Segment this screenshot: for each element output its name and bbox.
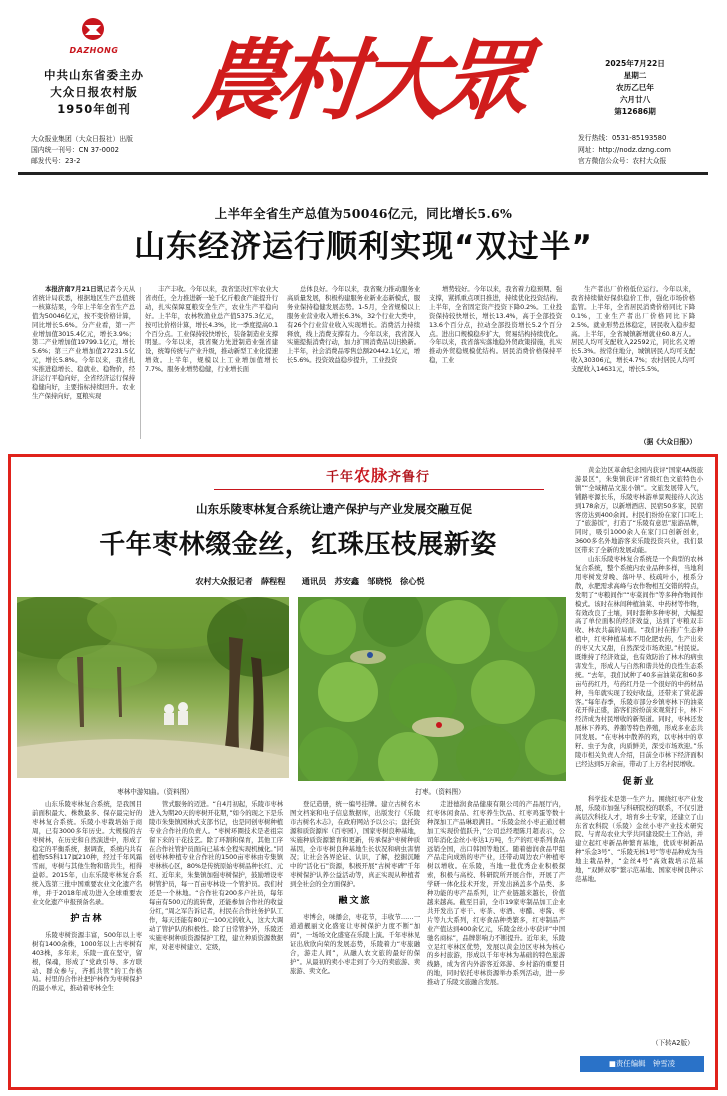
- masthead-sponsor: 中共山东省委主办: [44, 68, 144, 82]
- section-label-highlight: 农脉: [353, 466, 388, 485]
- website: 网址：http://nodz.dzng.com: [578, 146, 671, 154]
- newspaper-title: 農村大眾: [189, 28, 529, 132]
- lead-text-3: 总体良好。今年以来，我省聚力推动服务业高质量发展，积极构建服务业新业态新模式，服务业保持稳健发展态势。1-5月，全省规模以上服务业营业收入增长6.3%，32个行业大类中，有26个行业营业收入实现增长。消费活力持续释放，线上消费支撑有力。今年以来，我省深入实施提振消费行动，加力扩围消费品以旧换新。上半年，社会消费品零售总额20442.1亿元，增长5.6%。投资效益稳步提升，工业投资: [287, 285, 420, 365]
- subhead-rongly: 融文旅: [338, 896, 372, 907]
- issue-lunar-year: 农历乙巳年: [616, 83, 654, 92]
- masthead-postal: 邮发代号：23-2: [31, 157, 81, 165]
- photo-aerial-art: [298, 597, 566, 781]
- section-label-rule: [214, 489, 544, 490]
- issue-date: 2025年7月22日: [605, 59, 665, 68]
- lead-headline: 山东经济运行顺利实现“双过半”: [134, 229, 593, 265]
- lead-text-1: 记者今天从省统计局获悉，根据地区生产总值统一核算结果，今年上半年全省生产总值为50046亿元，按不变价格计算，同比增长5.6%。分产业看，第一产业增加值3015.4亿元，增长3.9%；第二产业增加值19799.1亿元，增长5.6%；第三产业增加值27231.5亿元，增长5.8%。今年以来，我省扎实推进稳增长、稳就业、稳物价，经济运行平稳向好，全省经济运行保持稳健向好，主要指标持续回升。农业生产保持向好，夏粮实现: [32, 285, 135, 400]
- masthead-founded: 1950年创刊: [57, 102, 131, 116]
- lead-text-5: 生产者出厂价格低位运行。今年以来，我省持续做好保供稳价工作，强化市场价格监管。上半年，全省居民消费价格同比下降0.1%，工业生产者出厂价格同比下降2.5%。就业形势总体稳定，居民收入稳步提高。上半年，全省城镇新增就业60.8万人。居民人均可支配收入22592元，同比名义增长5.3%。按常住地分，城镇居民人均可支配收入30306元，增长4.7%；农村居民人均可支配收入14631元，增长5.5%。: [571, 285, 695, 374]
- lead-dateline: 本报济南7月21日讯: [45, 285, 104, 293]
- lead-kicker: 上半年全省生产总值为50046亿元，同比增长5.6%: [214, 206, 513, 221]
- feature-col1b-text: 乐陵枣树资源丰富，500年以上枣树有1400余株，1000年以上古枣树有403株，多年来，乐陵一直在坚守，留根，保魂，形成了“党政引导、多方联动、群众参与，齐抓共管”的工作格局。村里的合作社把护林作为枣树保护的最小单元，推动着枣林全生: [32, 930, 142, 993]
- editor-tag: ■责任编辑 钟雪凌: [580, 1056, 704, 1072]
- feature-col-2: [149, 800, 283, 1084]
- feature-col5c-text: 科学技术是第一生产力。围绕红枣产业发展，乐陵市加强与科研院校的联系，不仅引进高层次科技人才，培育乡土专家，还建立了山东省农科院（乐陵）金丝小枣产业技术研究院、与青岛农业大学共同建设院士工作站，并建立起红枣新品种繁育基地，优质枣树新品种“乐金3号”、“乐陵无核1号”等枣品种成为当地主栽品种，“金丝4号”高效栽培示范基地，“双鲜双零”繁示范基地、国家枣树良种示范基地。: [575, 794, 703, 883]
- issue-lunar-day: 六月廿八: [619, 95, 651, 104]
- logo-wordmark: DAZHONG: [69, 46, 119, 55]
- photo1-caption: 枣林中游知曲。（资料图）: [117, 788, 193, 796]
- feature-col4-text: 走进德润食品健康有限公司的产品展厅内，红枣休闲食品、红枣养生饮品、红枣鸡蛋等数十种深加工产品琳琅满目。“乐陵金丝小枣正通过精加工实现价值跃升，”公司总经理陈月超表示，公司年消化金丝小枣达1万吨，生产的红枣系列食品远销全国，出口韩国等地区。随着德润食品甲组产品走向成熟的枣产业，还带动周边农户种植枣树以增收。在乐陵，当地一批优秀企业积极探索，积极与高校、科研院所开展合作，开展了产学研一体化技术开发，开发出涵盖多个品类、多种功能的枣产品系列，让产业链越来越长，价值越来越高。截至目前，全市19家枣制品加工企业共开发出了枣干、枣茶、枣酒、枣醋、枣酱、枣片等九大系列，红枣食品种类繁多，红枣制品产业产值达到400余亿元，乐陵金丝小枣获评“中国驰名商标”，品牌影响力不断提升。近年来，乐陵立足红枣林区优势，发展以黄金边区枣林为核心的乡村旅游，形成以千年枣林为基础的特色旅游线路，成为省内外游客近郊游、乡村游的重要目的地，同时依托枣林资源举办系列活动，进一步推动了乐陵文旅融合发展。: [427, 800, 565, 987]
- photo-jujube-forest: [17, 597, 289, 778]
- dazhong-logo-icon: [66, 16, 122, 42]
- feature-col-5: [575, 466, 703, 1058]
- feature-col-3: [290, 800, 420, 1084]
- section-label-post: 齐鲁行: [388, 470, 431, 485]
- wechat-account: 官方微信公众号：农村大众报: [578, 157, 667, 165]
- photo-forest-art: [17, 597, 289, 778]
- distribution-hotline: 发行热线：0531-85193580: [578, 134, 667, 142]
- lead-col-3: [287, 285, 420, 443]
- feature-col2-text: 管式服务的迈进。“自4月初起，乐陵市枣林进入为期20天的枣树开花期，”如今的现之下是乐陵市朱集镇园林式支部书记，也是同创枣树种植专业合作社的负责人。“枣树环圈技术是老祖宗留下来的干花技艺。除了环割和保育，其他工序在合作社管护员面向已基本全程实现机械化。”同创枣林种植专业合作社的1500亩枣林由专集镇枣林核心区，80%是传统原始枣树品种长红、元红、近年来，朱集镇加强枣树保护，鼓励增设枣树管护员，每一百亩枣林设一个管护员。我们村还是一个林地。“合作社有200多户社员，每年每亩有500元的流转费，还能参加合作社的收益分红，”周之军告诉记者，村民在合作社务护队工作，每天还能有80元一100元的收入，这大大调动了管护队的积极性。除了日常管护外，乐陵还实施枣树种质资源保护工程，建立种质资源数据库，对老枣树建立、定级，: [149, 800, 283, 951]
- masthead: [0, 0, 727, 180]
- continued-note: （下转A2版）: [652, 1039, 694, 1047]
- lead-col-5: [571, 285, 695, 433]
- section-label-pre: 千年: [325, 470, 354, 485]
- lead-col-rule: [140, 287, 141, 439]
- feature-col3b-text: 枣博会，味播会，枣花节，丰收节……一道道靓丽文化盛宴让枣树保护力度不断“加码”，一场场文化盛宴在乐陵上演。千年枣林见证出欣欣向荣的发展态势，乐陵着力“枣旅融合，游走人间”，从融人农文旅的最好的保护”。从最初的卖小枣走到了今天的卖旅游、卖旅游、卖文化。: [290, 913, 420, 975]
- feature-section-label: [198, 466, 558, 486]
- subhead-fxy: 促新业: [622, 776, 656, 787]
- photo-harvest-aerial: [298, 597, 566, 781]
- feature-col5b-text: 山东乐陵枣林复合系统是一个典型的农林复合系统，整个系统内农业品种多样，当地利用枣树发芽晚、落叶早、枝疏叶小，根系分散，水肥需求高峰与农作物相互交错的特点，发明了“枣粮间作”“枣菜间作”等多种作物间作模式。该时在林间种植油菜、中药材等作物，有效改良了土壤，同时套种多种枣树，大幅提高了单位面积的经济效益，达到了枣粮双丰收、林农共赢的局面。“我们村在推广生态种植中，红枣种植基本不用化肥农药，生产出来的枣又大又甜，自然深受市场欢迎。”村民说。既维持了经济效益，也有效防治了林木的病虫害发生，形成人与自然和谐共处的良性生态系统。“去年，我们试种了40多亩油菜花和60多亩芍药红丹，芍药红丹是一个很好的中药材品种，当年就实现了较好收益，还带来了赏花游客。”每年春季，乐陵市部分乡镇枣林下的油菜花开得正盛，游客们纷纷前来观赏打卡，林下经济成为村民增收的新渠道。同时，枣林还发展林下养鸡、养鹅等特色养殖，形成多业态共同发展。“在枣林中散养的鸡，以枣林中的草籽、虫子为食，肉质鲜美，深受市场欢迎。”乐陵市相关负责人介绍，目前全市林下经济面积已经达到5万余亩，带动了上万名村民增收。: [575, 555, 703, 768]
- feature-col5-text: 黄金边区革命纪念园内获评“国家4A级旅游景区”，朱集镇获评“省级红色文旅特色小镇”“全域精品文旅小镇”。文旅发展带入气，铺路枣源长乐，乐陵枣林游单景观接待人次达到178余万，以新增酒店、民宿50多家，民宿客房达到400余间。村民们纷纷在家门口吃上了“旅游饭”，打造了“乐陵有意思”旅游品牌，同时，吸引1000余人在家门口创新创业，3600多名外地游客来乐陵投资兴业，我们景区带来了全新的发展动能。: [575, 466, 703, 555]
- masthead-divider: [18, 172, 708, 175]
- lead-byline: （据《大众日报》）: [640, 438, 697, 446]
- masthead-group: 大众报业集团（大众日报社）出版: [31, 135, 133, 143]
- photo2-caption: 打枣。（资料图）: [415, 788, 465, 796]
- feature-col1-text: 山东乐陵枣林复合系统，是我国目前面积最大、株数最多、保存最完好的枣林复合系统。乐陵小枣栽培始于商周，已有3000多年历史。大规模的古枣树林，在历史和自然演进中，形成了稳定的平衡系统，据调查，系统内共有植物55科117属210种，经过千年风霜雪雨，枣树与其他生物和谐共生，相得益彰。2015年，山东乐陵枣林复合系统入选第三批中国重要农业文化遗产名单，并于2018年成功进入全球重要农业文化遗产申报预备名录。: [32, 800, 142, 906]
- issue-weekday: 星期二: [623, 71, 647, 80]
- feature-col-1: [32, 800, 142, 1084]
- masthead-issn: 国内统一刊号：CN 37-0002: [31, 146, 119, 154]
- feature-headline: 千年枣林缀金丝，红珠压枝展新姿: [99, 530, 497, 560]
- dazhong-logo: [66, 16, 122, 55]
- subhead-gulin: 护古林: [70, 913, 104, 924]
- feature-subtitle: 山东乐陵枣林复合系统让遗产保护与产业发展交融互促: [196, 502, 472, 516]
- lead-text-4: 增势较好。今年以来，我省着力稳预期、强支撑，紧抓重点项目推进，持续优化投资结构。上半年，全省固定资产投资下降0.2%。工业投资保持较快增长，增长13.4%，高于全部投资13.6个百分点，拉动全部投资增长5.2个百分点。进出口规模稳步扩大，贸易结构持续优化。今年以来，我省落实落地稳外贸政策措施，扎实推动外贸稳规模优结构。居民消费价格保持平稳，工业: [429, 285, 562, 365]
- issue-number: 第12686期: [614, 107, 656, 116]
- lead-text-2: 丰产丰收。今年以来，我省坚决扛牢农业大省责任，全力推进新一轮千亿斤粮食产能提升行动，扎实保障夏粮安全生产，农业生产平稳向好。上半年，农林牧渔业总产值5375.3亿元，按可比价格计算，增长4.3%，比一季度提高0.1个百分点。工业保持较快增长，装备制造业支撑明显。今年以来，我省聚力先进制造业强省建设，统筹传统与产业升级，推动新型工业化提速增效。上半年，规模以上工业增加值增长7.7%。服务业增势稳健，行业增长面: [145, 285, 278, 374]
- lead-col-1: [32, 285, 135, 443]
- lead-col-2: [145, 285, 278, 443]
- feature-col3-text: 登记造册，统一编号挂牌。建立古树名木图文档案和电子信息数据库，出版发行《乐陵市古树名木志》，在政府网站予以公示；盘托资源和质资源库（百枣园），国家枣树良种基地，实施种质资源繁育和更新，传承保护枣树种质基因，全市枣树良种基地生长状况和病虫害情况；让社会各界论证、认识，了解，挖掘沉睡中的“活化石”资源，积极开展“古树枣碑”千年枣树保护认养公益活动等，真正实现从种植者到全社会的全方面保护。: [290, 800, 420, 889]
- masthead-publisher: 大众日报农村版: [50, 85, 138, 99]
- feature-byline: 农村大众报记者 薛程程 通讯员 苏安鑫 邹晓悦 徐心悦: [195, 576, 425, 586]
- lead-col-4: [429, 285, 562, 443]
- feature-col-4: [427, 800, 565, 1084]
